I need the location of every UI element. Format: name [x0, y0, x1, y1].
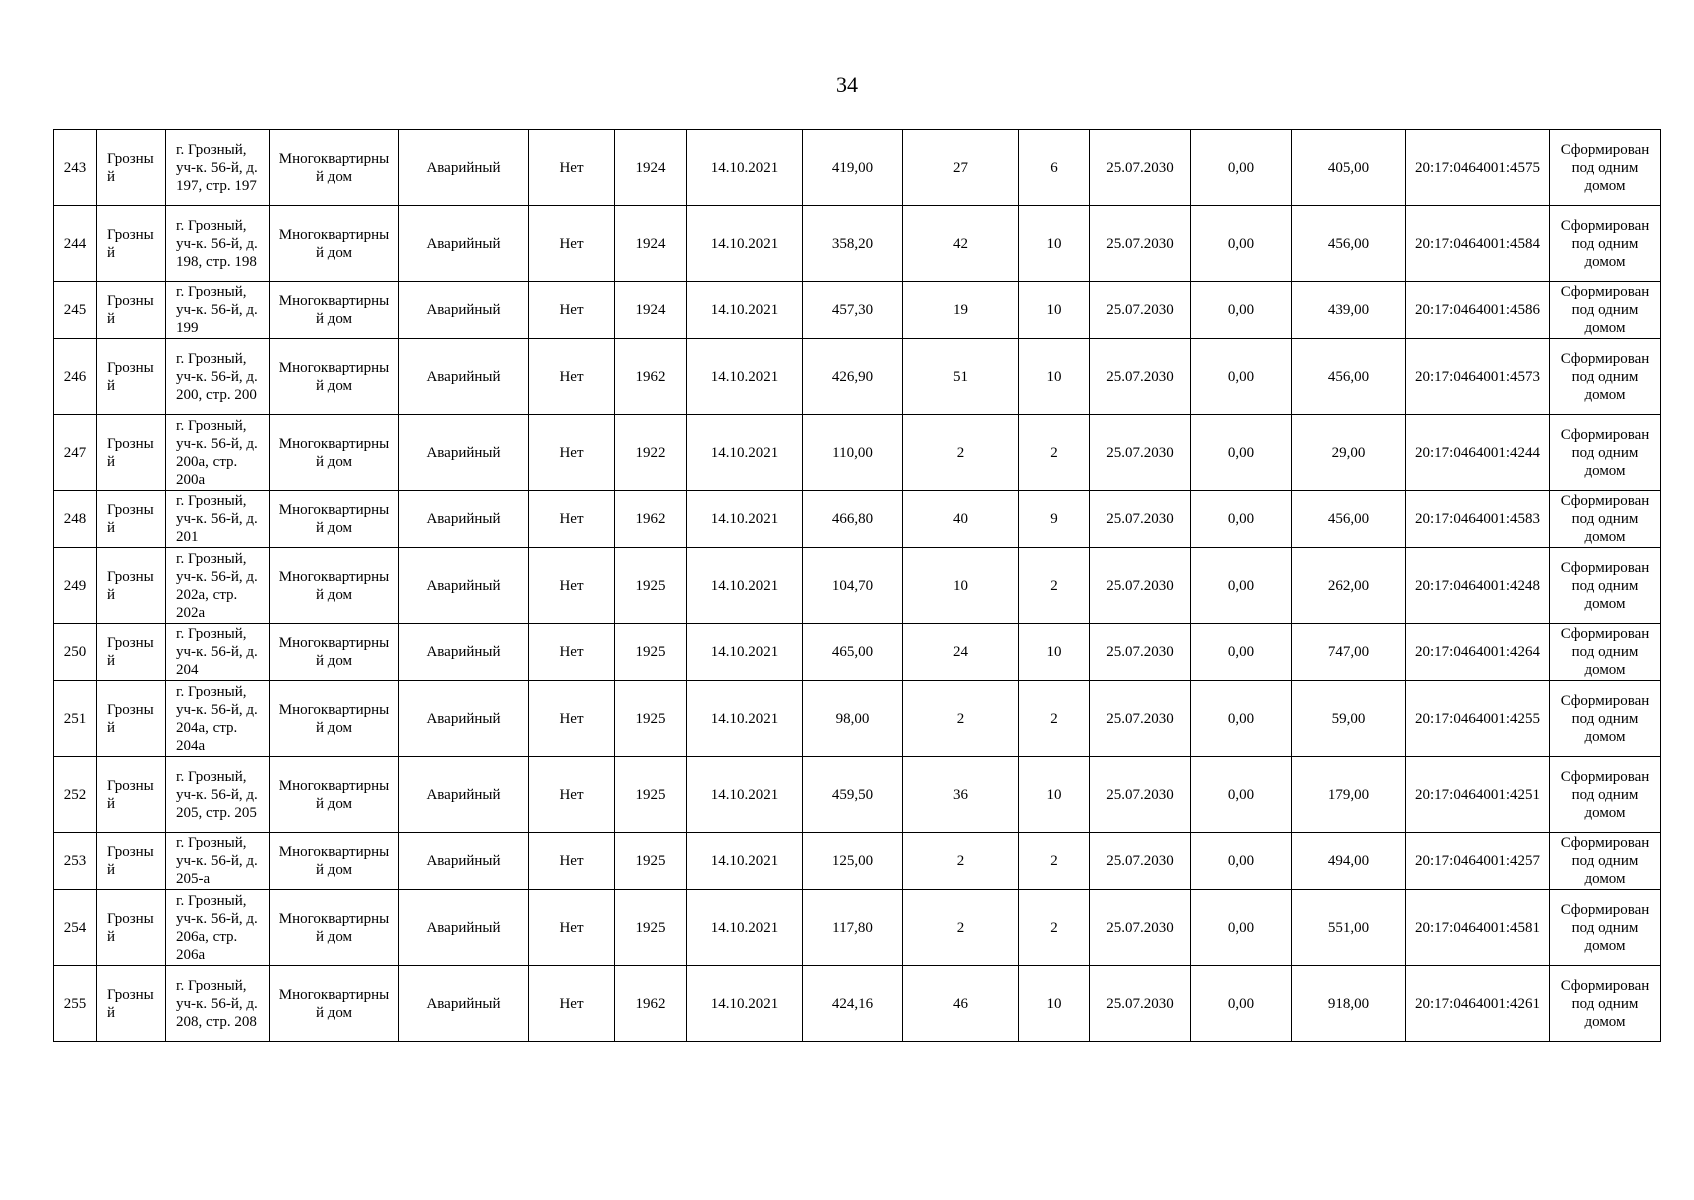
- address-cell: г. Грозный, уч-к. 56-й, д. 198, стр. 198: [166, 206, 270, 282]
- resettlement-deadline-cell: 25.07.2030: [1090, 339, 1191, 415]
- address-cell: г. Грозный, уч-к. 56-й, д. 206а, стр. 206а: [166, 890, 270, 966]
- land-area-cell: 456,00: [1292, 206, 1406, 282]
- build-year-cell: 1925: [615, 890, 687, 966]
- building-type-cell: Многоквартирный дом: [270, 548, 399, 624]
- build-year-cell: 1924: [615, 206, 687, 282]
- condition-cell: Аварийный: [399, 890, 529, 966]
- heritage-flag-cell: Нет: [529, 339, 615, 415]
- land-area-cell: 29,00: [1292, 415, 1406, 491]
- residents-count-cell: 27: [903, 130, 1019, 206]
- total-area-cell: 419,00: [803, 130, 903, 206]
- address-cell: г. Грозный, уч-к. 56-й, д. 205-а: [166, 833, 270, 890]
- apartments-count-cell: 2: [1019, 890, 1090, 966]
- build-year-cell: 1962: [615, 491, 687, 548]
- total-area-cell: 98,00: [803, 681, 903, 757]
- address-cell: г. Грозный, уч-к. 56-й, д. 204а, стр. 204а: [166, 681, 270, 757]
- total-area-cell: 125,00: [803, 833, 903, 890]
- building-type-cell: Многоквартирный дом: [270, 491, 399, 548]
- table-row: [54, 681, 1661, 757]
- resettlement-deadline-cell: 25.07.2030: [1090, 491, 1191, 548]
- heritage-flag-cell: Нет: [529, 548, 615, 624]
- condition-cell: Аварийный: [399, 206, 529, 282]
- city-cell: Грозный: [97, 681, 166, 757]
- heritage-flag-cell: Нет: [529, 206, 615, 282]
- residents-count-cell: 10: [903, 548, 1019, 624]
- recognition-date-cell: 14.10.2021: [687, 624, 803, 681]
- city-cell: Грозный: [97, 130, 166, 206]
- cost-cell: 0,00: [1191, 206, 1292, 282]
- condition-cell: Аварийный: [399, 415, 529, 491]
- address-cell: г. Грозный, уч-к. 56-й, д. 208, стр. 208: [166, 966, 270, 1042]
- address-cell: г. Грозный, уч-к. 56-й, д. 202а, стр. 202а: [166, 548, 270, 624]
- cost-cell: 0,00: [1191, 130, 1292, 206]
- land-status-cell: Сформирован под одним домом: [1550, 339, 1661, 415]
- build-year-cell: 1922: [615, 415, 687, 491]
- cadastral-number-cell: 20:17:0464001:4257: [1406, 833, 1550, 890]
- city-cell: Грозный: [97, 833, 166, 890]
- condition-cell: Аварийный: [399, 491, 529, 548]
- total-area-cell: 117,80: [803, 890, 903, 966]
- land-area-cell: 405,00: [1292, 130, 1406, 206]
- row-number-cell: 255: [54, 966, 97, 1042]
- building-type-cell: Многоквартирный дом: [270, 130, 399, 206]
- total-area-cell: 459,50: [803, 757, 903, 833]
- row-number-cell: 248: [54, 491, 97, 548]
- resettlement-deadline-cell: 25.07.2030: [1090, 548, 1191, 624]
- apartments-count-cell: 9: [1019, 491, 1090, 548]
- cadastral-number-cell: 20:17:0464001:4261: [1406, 966, 1550, 1042]
- building-type-cell: Многоквартирный дом: [270, 624, 399, 681]
- land-status-cell: Сформирован под одним домом: [1550, 966, 1661, 1042]
- row-number-cell: 251: [54, 681, 97, 757]
- condition-cell: Аварийный: [399, 548, 529, 624]
- land-area-cell: 551,00: [1292, 890, 1406, 966]
- residents-count-cell: 51: [903, 339, 1019, 415]
- land-area-cell: 262,00: [1292, 548, 1406, 624]
- cadastral-number-cell: 20:17:0464001:4583: [1406, 491, 1550, 548]
- build-year-cell: 1962: [615, 966, 687, 1042]
- recognition-date-cell: 14.10.2021: [687, 833, 803, 890]
- table-body: [54, 130, 1661, 1042]
- build-year-cell: 1925: [615, 757, 687, 833]
- cadastral-number-cell: 20:17:0464001:4584: [1406, 206, 1550, 282]
- residents-count-cell: 24: [903, 624, 1019, 681]
- apartments-count-cell: 10: [1019, 206, 1090, 282]
- land-status-cell: Сформирован под одним домом: [1550, 415, 1661, 491]
- building-type-cell: Многоквартирный дом: [270, 833, 399, 890]
- recognition-date-cell: 14.10.2021: [687, 415, 803, 491]
- table-row: [54, 966, 1661, 1042]
- heritage-flag-cell: Нет: [529, 890, 615, 966]
- building-type-cell: Многоквартирный дом: [270, 282, 399, 339]
- apartments-count-cell: 2: [1019, 548, 1090, 624]
- recognition-date-cell: 14.10.2021: [687, 548, 803, 624]
- city-cell: Грозный: [97, 339, 166, 415]
- apartments-count-cell: 6: [1019, 130, 1090, 206]
- land-area-cell: 456,00: [1292, 339, 1406, 415]
- cost-cell: 0,00: [1191, 415, 1292, 491]
- heritage-flag-cell: Нет: [529, 681, 615, 757]
- recognition-date-cell: 14.10.2021: [687, 206, 803, 282]
- heritage-flag-cell: Нет: [529, 624, 615, 681]
- recognition-date-cell: 14.10.2021: [687, 339, 803, 415]
- cadastral-number-cell: 20:17:0464001:4251: [1406, 757, 1550, 833]
- cost-cell: 0,00: [1191, 491, 1292, 548]
- row-number-cell: 247: [54, 415, 97, 491]
- recognition-date-cell: 14.10.2021: [687, 491, 803, 548]
- total-area-cell: 104,70: [803, 548, 903, 624]
- table-row: [54, 833, 1661, 890]
- row-number-cell: 254: [54, 890, 97, 966]
- condition-cell: Аварийный: [399, 681, 529, 757]
- building-type-cell: Многоквартирный дом: [270, 966, 399, 1042]
- cost-cell: 0,00: [1191, 624, 1292, 681]
- building-type-cell: Многоквартирный дом: [270, 890, 399, 966]
- cost-cell: 0,00: [1191, 833, 1292, 890]
- cost-cell: 0,00: [1191, 681, 1292, 757]
- row-number-cell: 243: [54, 130, 97, 206]
- condition-cell: Аварийный: [399, 339, 529, 415]
- land-area-cell: 918,00: [1292, 966, 1406, 1042]
- cost-cell: 0,00: [1191, 548, 1292, 624]
- resettlement-deadline-cell: 25.07.2030: [1090, 206, 1191, 282]
- cadastral-number-cell: 20:17:0464001:4264: [1406, 624, 1550, 681]
- apartments-count-cell: 10: [1019, 339, 1090, 415]
- city-cell: Грозный: [97, 548, 166, 624]
- land-area-cell: 59,00: [1292, 681, 1406, 757]
- land-status-cell: Сформирован под одним домом: [1550, 890, 1661, 966]
- resettlement-deadline-cell: 25.07.2030: [1090, 757, 1191, 833]
- land-status-cell: Сформирован под одним домом: [1550, 681, 1661, 757]
- land-status-cell: Сформирован под одним домом: [1550, 833, 1661, 890]
- resettlement-deadline-cell: 25.07.2030: [1090, 415, 1191, 491]
- resettlement-deadline-cell: 25.07.2030: [1090, 282, 1191, 339]
- city-cell: Грозный: [97, 966, 166, 1042]
- row-number-cell: 246: [54, 339, 97, 415]
- heritage-flag-cell: Нет: [529, 833, 615, 890]
- condition-cell: Аварийный: [399, 833, 529, 890]
- land-status-cell: Сформирован под одним домом: [1550, 624, 1661, 681]
- apartments-count-cell: 10: [1019, 966, 1090, 1042]
- build-year-cell: 1962: [615, 339, 687, 415]
- table-row: [54, 491, 1661, 548]
- land-status-cell: Сформирован под одним домом: [1550, 548, 1661, 624]
- apartments-count-cell: 2: [1019, 681, 1090, 757]
- address-cell: г. Грозный, уч-к. 56-й, д. 199: [166, 282, 270, 339]
- city-cell: Грозный: [97, 624, 166, 681]
- total-area-cell: 110,00: [803, 415, 903, 491]
- recognition-date-cell: 14.10.2021: [687, 890, 803, 966]
- resettlement-deadline-cell: 25.07.2030: [1090, 966, 1191, 1042]
- heritage-flag-cell: Нет: [529, 491, 615, 548]
- table-row: [54, 282, 1661, 339]
- page-number: 34: [836, 72, 858, 97]
- table-row: [54, 130, 1661, 206]
- city-cell: Грозный: [97, 890, 166, 966]
- recognition-date-cell: 14.10.2021: [687, 681, 803, 757]
- land-area-cell: 747,00: [1292, 624, 1406, 681]
- cadastral-number-cell: 20:17:0464001:4581: [1406, 890, 1550, 966]
- residents-count-cell: 40: [903, 491, 1019, 548]
- build-year-cell: 1925: [615, 548, 687, 624]
- cadastral-number-cell: 20:17:0464001:4586: [1406, 282, 1550, 339]
- table-row: [54, 206, 1661, 282]
- condition-cell: Аварийный: [399, 130, 529, 206]
- cadastral-number-cell: 20:17:0464001:4244: [1406, 415, 1550, 491]
- table-row: [54, 339, 1661, 415]
- land-area-cell: 494,00: [1292, 833, 1406, 890]
- condition-cell: Аварийный: [399, 282, 529, 339]
- total-area-cell: 465,00: [803, 624, 903, 681]
- building-type-cell: Многоквартирный дом: [270, 757, 399, 833]
- resettlement-deadline-cell: 25.07.2030: [1090, 681, 1191, 757]
- table-row: [54, 890, 1661, 966]
- land-status-cell: Сформирован под одним домом: [1550, 206, 1661, 282]
- recognition-date-cell: 14.10.2021: [687, 966, 803, 1042]
- resettlement-deadline-cell: 25.07.2030: [1090, 890, 1191, 966]
- recognition-date-cell: 14.10.2021: [687, 130, 803, 206]
- build-year-cell: 1925: [615, 681, 687, 757]
- city-cell: Грозный: [97, 206, 166, 282]
- table-row: [54, 757, 1661, 833]
- cost-cell: 0,00: [1191, 282, 1292, 339]
- housing-registry-table: [53, 129, 1661, 1042]
- condition-cell: Аварийный: [399, 624, 529, 681]
- table-row: [54, 548, 1661, 624]
- recognition-date-cell: 14.10.2021: [687, 757, 803, 833]
- residents-count-cell: 36: [903, 757, 1019, 833]
- land-status-cell: Сформирован под одним домом: [1550, 491, 1661, 548]
- address-cell: г. Грозный, уч-к. 56-й, д. 204: [166, 624, 270, 681]
- build-year-cell: 1924: [615, 282, 687, 339]
- condition-cell: Аварийный: [399, 757, 529, 833]
- apartments-count-cell: 10: [1019, 624, 1090, 681]
- build-year-cell: 1925: [615, 833, 687, 890]
- city-cell: Грозный: [97, 282, 166, 339]
- build-year-cell: 1925: [615, 624, 687, 681]
- cadastral-number-cell: 20:17:0464001:4573: [1406, 339, 1550, 415]
- cadastral-number-cell: 20:17:0464001:4575: [1406, 130, 1550, 206]
- resettlement-deadline-cell: 25.07.2030: [1090, 130, 1191, 206]
- total-area-cell: 457,30: [803, 282, 903, 339]
- heritage-flag-cell: Нет: [529, 966, 615, 1042]
- resettlement-deadline-cell: 25.07.2030: [1090, 833, 1191, 890]
- cost-cell: 0,00: [1191, 890, 1292, 966]
- condition-cell: Аварийный: [399, 966, 529, 1042]
- row-number-cell: 244: [54, 206, 97, 282]
- total-area-cell: 424,16: [803, 966, 903, 1042]
- cadastral-number-cell: 20:17:0464001:4255: [1406, 681, 1550, 757]
- heritage-flag-cell: Нет: [529, 757, 615, 833]
- heritage-flag-cell: Нет: [529, 130, 615, 206]
- residents-count-cell: 2: [903, 681, 1019, 757]
- build-year-cell: 1924: [615, 130, 687, 206]
- row-number-cell: 250: [54, 624, 97, 681]
- heritage-flag-cell: Нет: [529, 415, 615, 491]
- apartments-count-cell: 2: [1019, 415, 1090, 491]
- table-row: [54, 624, 1661, 681]
- land-area-cell: 456,00: [1292, 491, 1406, 548]
- city-cell: Грозный: [97, 757, 166, 833]
- building-type-cell: Многоквартирный дом: [270, 415, 399, 491]
- building-type-cell: Многоквартирный дом: [270, 681, 399, 757]
- row-number-cell: 249: [54, 548, 97, 624]
- total-area-cell: 426,90: [803, 339, 903, 415]
- residents-count-cell: 2: [903, 833, 1019, 890]
- residents-count-cell: 46: [903, 966, 1019, 1042]
- address-cell: г. Грозный, уч-к. 56-й, д. 205, стр. 205: [166, 757, 270, 833]
- row-number-cell: 253: [54, 833, 97, 890]
- cost-cell: 0,00: [1191, 966, 1292, 1042]
- row-number-cell: 245: [54, 282, 97, 339]
- residents-count-cell: 2: [903, 890, 1019, 966]
- land-status-cell: Сформирован под одним домом: [1550, 130, 1661, 206]
- residents-count-cell: 2: [903, 415, 1019, 491]
- cost-cell: 0,00: [1191, 757, 1292, 833]
- cost-cell: 0,00: [1191, 339, 1292, 415]
- apartments-count-cell: 10: [1019, 282, 1090, 339]
- city-cell: Грозный: [97, 491, 166, 548]
- row-number-cell: 252: [54, 757, 97, 833]
- resettlement-deadline-cell: 25.07.2030: [1090, 624, 1191, 681]
- building-type-cell: Многоквартирный дом: [270, 206, 399, 282]
- cadastral-number-cell: 20:17:0464001:4248: [1406, 548, 1550, 624]
- land-status-cell: Сформирован под одним домом: [1550, 757, 1661, 833]
- land-area-cell: 439,00: [1292, 282, 1406, 339]
- total-area-cell: 358,20: [803, 206, 903, 282]
- address-cell: г. Грозный, уч-к. 56-й, д. 200а, стр. 200а: [166, 415, 270, 491]
- land-status-cell: Сформирован под одним домом: [1550, 282, 1661, 339]
- residents-count-cell: 42: [903, 206, 1019, 282]
- address-cell: г. Грозный, уч-к. 56-й, д. 200, стр. 200: [166, 339, 270, 415]
- heritage-flag-cell: Нет: [529, 282, 615, 339]
- address-cell: г. Грозный, уч-к. 56-й, д. 197, стр. 197: [166, 130, 270, 206]
- table-row: [54, 415, 1661, 491]
- residents-count-cell: 19: [903, 282, 1019, 339]
- total-area-cell: 466,80: [803, 491, 903, 548]
- building-type-cell: Многоквартирный дом: [270, 339, 399, 415]
- land-area-cell: 179,00: [1292, 757, 1406, 833]
- city-cell: Грозный: [97, 415, 166, 491]
- recognition-date-cell: 14.10.2021: [687, 282, 803, 339]
- address-cell: г. Грозный, уч-к. 56-й, д. 201: [166, 491, 270, 548]
- apartments-count-cell: 2: [1019, 833, 1090, 890]
- apartments-count-cell: 10: [1019, 757, 1090, 833]
